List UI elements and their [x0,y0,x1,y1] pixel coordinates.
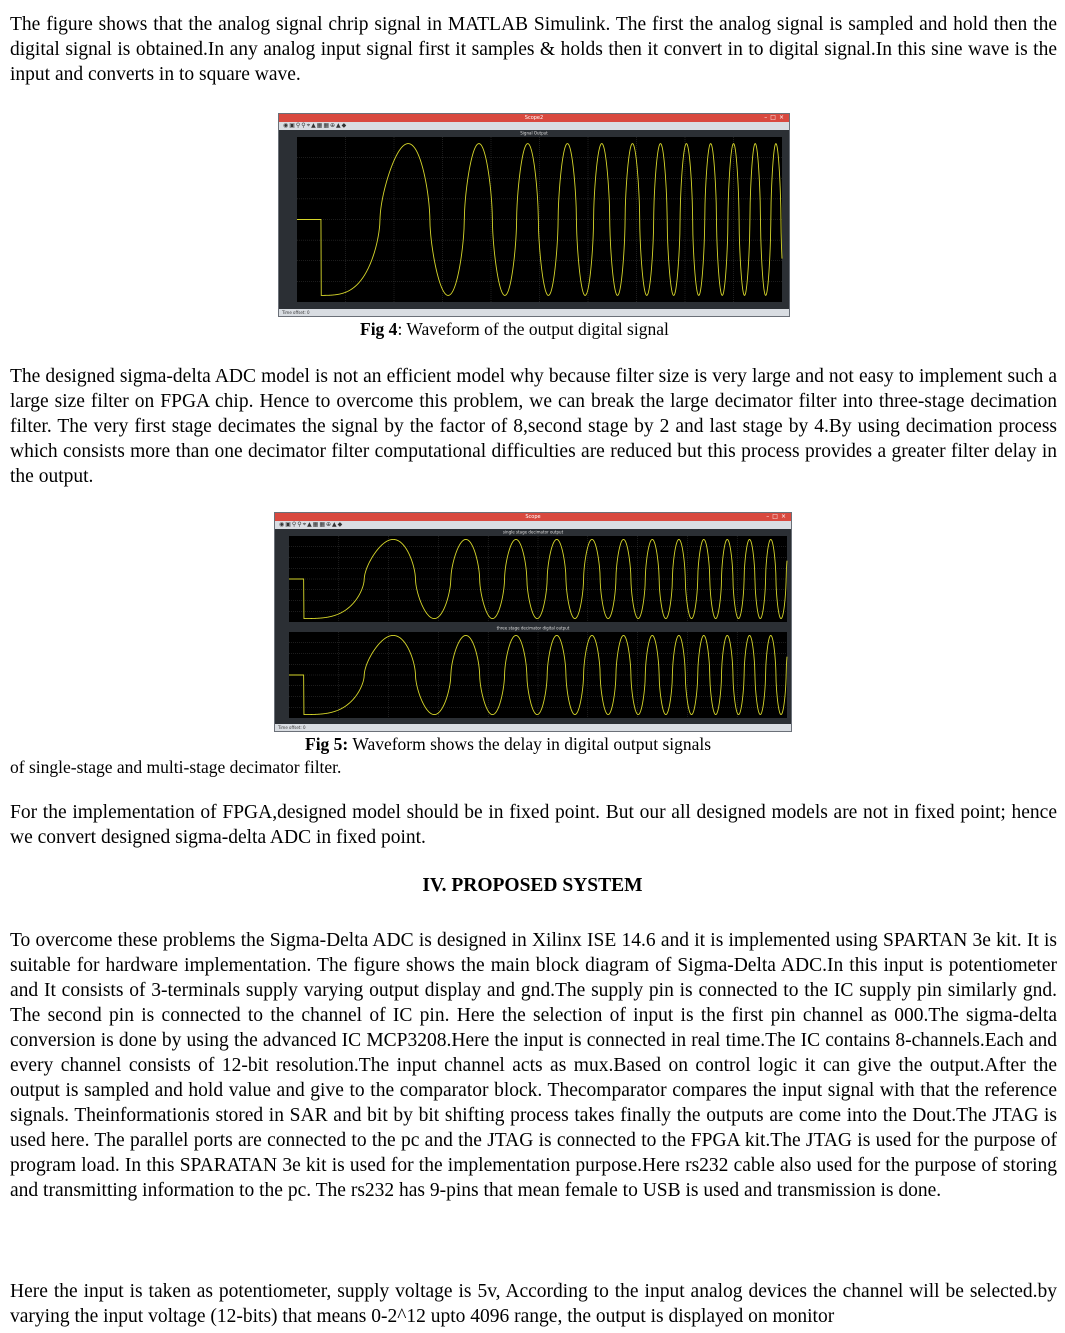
fig4-caption-text: : Waveform of the output digital signal [397,319,669,339]
paragraph-decimator: The designed sigma-delta ADC model is not an efficient model why because filter size is very large and not easy to implement such a large size filter on FPGA chip. Hence to overcome this problem, we can break the large decimator filter into three-stage decimation filter. The very first stage decimates the signal by the factor of 8,second stage by 2 and last stage by 4.By using decimation process which consists more than one decimator filter computational difficulties are reduced but this process provides a greater filter delay in the output. [10,366,1057,487]
fig4-toolbar[interactable] [279,122,789,130]
paragraph-proposed-system: To overcome these problems the Sigma-Delta ADC is designed in Xilinx ISE 14.6 and it is implemented using SPARTAN 3e kit. It is suitable for hardware implementation. The figure shows the main block diagram of Sigma-Delta ADC.In this input is potentiometer and It consists of 3-terminals supply varying output display and gnd.The supply pin is connected to the IC supply pin similarly gnd. The second pin is connected to the channel of IC pin. Here the selection of input is the first pin channel as 000.The sigma-delta conversion is done by using the advanced IC MCP3208.Here the input is connected in real time.The IC contains 8-channels.Each and every channel consists of 12-bit resolution.The input channel acts as mux.Based on control logic it can give the output.After the output is sampled and hold value and give to the comparator block. Thecomparator compares the input signal with that the reference signals. Theinformationis stored in SAR and bit by bit shifting process takes finally the outputs are come into the Dout.The JTAG is used here. The parallel ports are connected to the pc and the JTAG is connected to the FPGA kit.The JTAG is used for the purpose of program load. In this SPARATAN 3e kit is used for the implementation purpose.Here rs232 cable also used for the purpose of storing and transmitting information to the pc. The rs232 has 9-pins that mean female to USB is used and transmission is done. [10,930,1057,1201]
section-heading: IV. PROPOSED SYSTEM [422,875,643,896]
fig5-status-text: Time offset: 0 [278,725,306,730]
fig4-plot [279,130,789,309]
fig4-window-title: Scope2 [524,115,544,121]
fig5-plot-title-top: single stage decimator output [502,529,564,535]
fig5-toolbar-icons[interactable]: ◉▣⚲⚲⌖▲▦▦⊕▲◆ [279,521,344,528]
paragraph-fixed-point: For the implementation of FPGA,designed model should be in fixed point. But our all designed models are not in fixed point; hence we convert designed sigma-delta ADC in fixed point. [10,802,1057,848]
fig4-status-text: Time offset: 0 [282,310,310,315]
paragraph-intro: The figure shows that the analog signal chrip signal in MATLAB Simulink. The first the analog signal is sampled and hold then the digital signal is obtained.In any analog input signal first it samples & holds then it convert in to digital signal.In this sine wave is the input and converts in to square wave. [10,14,1057,85]
fig4-label: Fig 4 [360,319,398,339]
fig5-statusbar [275,724,791,731]
fig4-statusbar [279,309,789,316]
fig5-window-title: Scope [525,514,541,520]
fig5-label: Fig 5: [305,734,349,754]
fig4-caption [360,319,669,339]
fig4-plot-title: Signal Output [520,130,548,136]
fig4-titlebar [279,114,789,122]
fig4-scope-window [278,113,790,317]
fig5-window-controls[interactable]: –□× [766,513,789,520]
fig5-plot-title-bottom: three stage decimator digital output [496,625,570,631]
fig4-window-controls[interactable]: –□× [764,114,787,121]
fig5-caption-continued: of single-stage and multi-stage decimator filter. [10,757,342,777]
fig5-caption [305,734,711,754]
fig5-caption-text: Waveform shows the delay in digital output signals [348,734,712,754]
paragraph-input: Here the input is taken as potentiometer, supply voltage is 5v, According to the input analog devices the channel will be selected.by varying the input voltage (12-bits) that means 0-2^12 upto 4096 range, the output is displayed on monitor [10,1281,1057,1327]
fig5-titlebar [275,513,791,521]
fig4-toolbar-icons[interactable]: ◉▣⚲⚲⌖▲▦▦⊕▲◆ [283,122,348,129]
fig5-toolbar[interactable] [275,521,791,529]
fig5-scope-window [274,512,792,732]
fig5-plot [275,529,791,725]
